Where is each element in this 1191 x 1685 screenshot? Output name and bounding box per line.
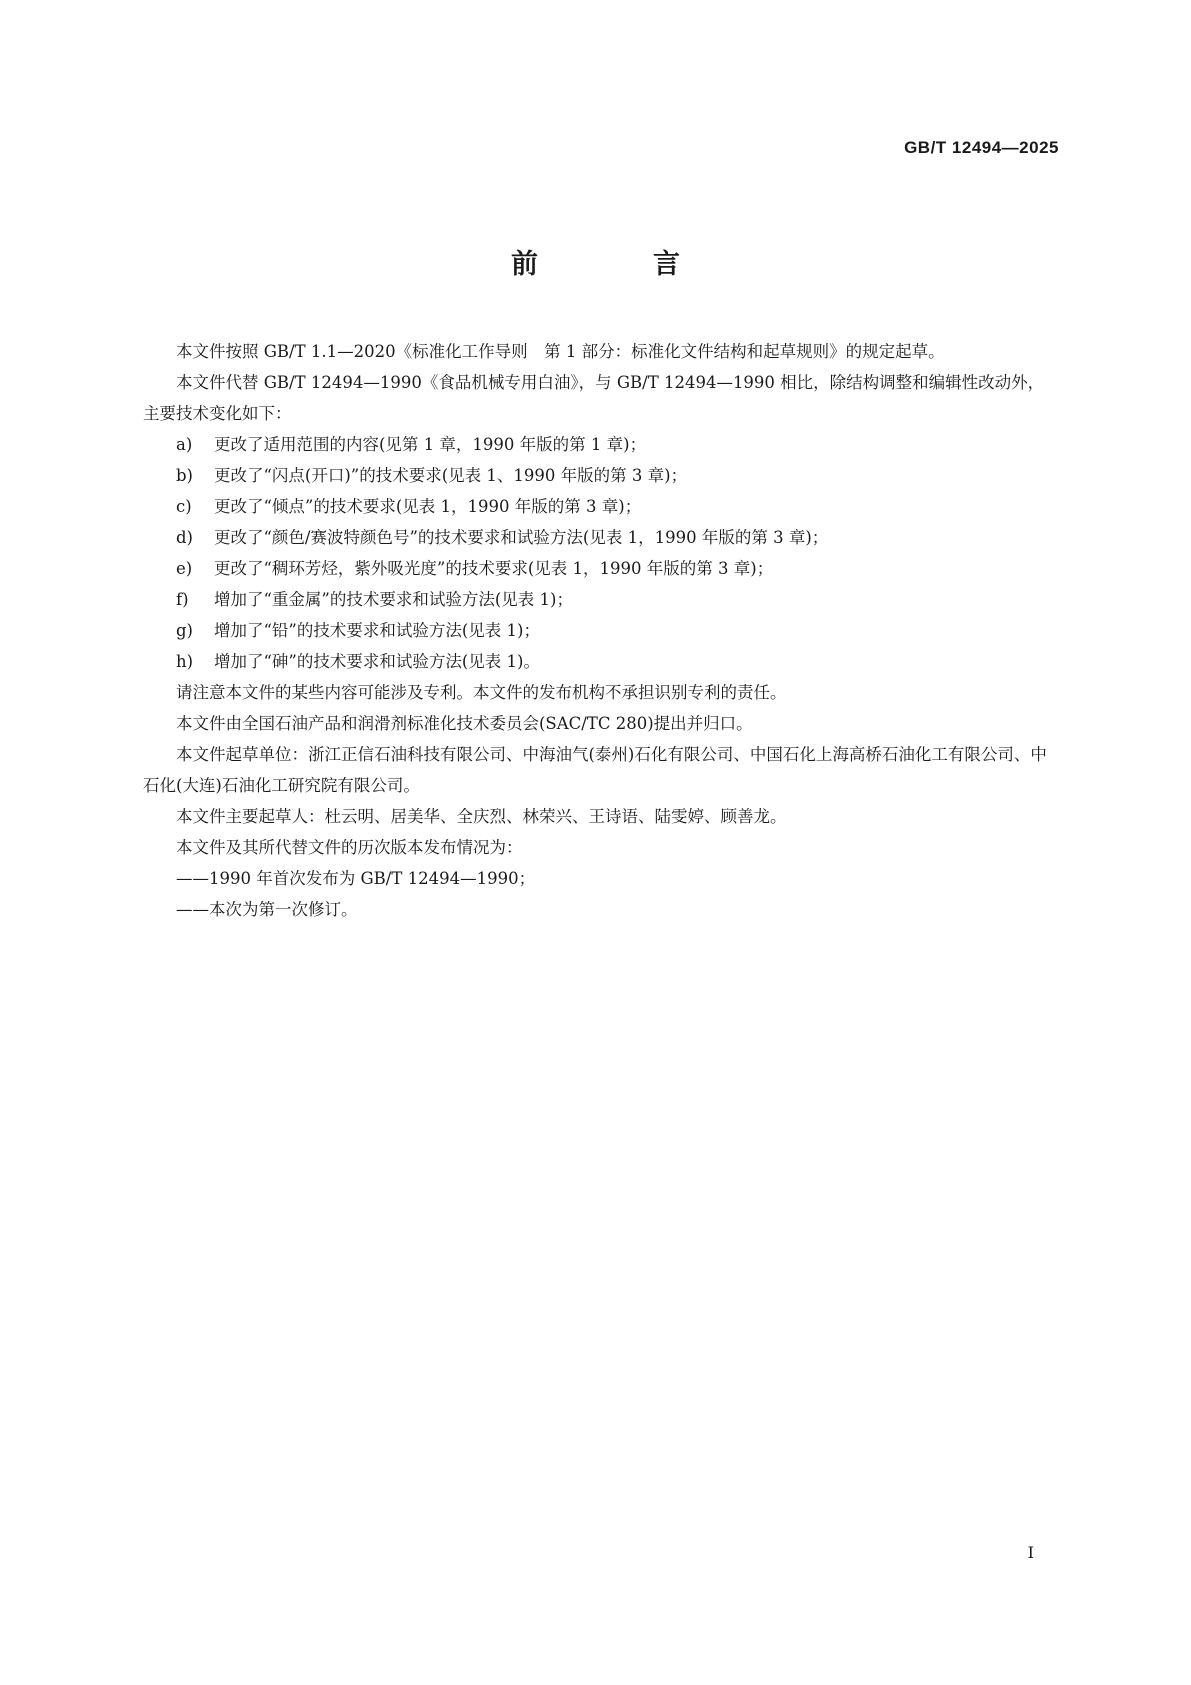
change-item <box>143 460 1059 491</box>
change-item <box>143 491 1059 522</box>
page-number: I <box>1027 1543 1034 1562</box>
change-item-text: 增加了“砷”的技术要求和试验方法(见表 1)。 <box>214 652 540 671</box>
change-item-marker: h) <box>176 652 194 671</box>
foreword-content <box>143 336 1059 925</box>
document-code: GB/T 12494—2025 <box>904 138 1059 157</box>
paragraph-replacement: 本文件代替 GB/T 12494—1990《食品机械专用白油》，与 GB/T 12494—1990 相比，除结构调整和编辑性改动外，主要技术变化如下： <box>143 373 1045 423</box>
paragraph-drafters: 本文件主要起草人：杜云明、居美华、全庆烈、林荣兴、王诗语、陆雯婷、顾善龙。 <box>176 807 787 826</box>
paragraph-history-intro: 本文件及其所代替文件的历次版本发布情况为： <box>176 838 523 857</box>
change-item-text: 增加了“重金属”的技术要求和试验方法(见表 1)； <box>214 590 573 609</box>
change-item-text: 增加了“铅”的技术要求和试验方法(见表 1)； <box>214 621 540 640</box>
change-item-marker: a) <box>176 435 193 454</box>
paragraph-proposer: 本文件由全国石油产品和润滑剂标准化技术委员会(SAC/TC 280)提出并归口。 <box>176 714 753 733</box>
change-item-marker: c) <box>176 497 192 516</box>
change-item-text: 更改了“稠环芳烃，紫外吸光度”的技术要求(见表 1，1990 年版的第 3 章)； <box>214 559 774 578</box>
change-item-marker: g) <box>176 621 193 640</box>
change-item-text: 更改了“颜色/赛波特颜色号”的技术要求和试验方法(见表 1，1990 年版的第 3 章)； <box>214 528 829 547</box>
change-item-text: 更改了适用范围的内容(见第 1 章，1990 年版的第 1 章)； <box>214 435 647 454</box>
change-item <box>143 522 1059 553</box>
change-item <box>143 553 1059 584</box>
change-item-marker: b) <box>176 466 193 485</box>
change-item <box>143 615 1059 646</box>
history-item: ——1990 年首次发布为 GB/T 12494—1990； <box>176 869 536 888</box>
history-item: ——本次为第一次修订。 <box>176 900 358 919</box>
paragraph-drafting-units: 本文件起草单位：浙江正信石油科技有限公司、中海油气(泰州)石化有限公司、中国石化上海高桥石油化工有限公司、中石化(大连)石油化工研究院有限公司。 <box>143 745 1047 795</box>
change-item-text: 更改了“倾点”的技术要求(见表 1，1990 年版的第 3 章)； <box>214 497 642 516</box>
change-item <box>143 646 1059 677</box>
change-item <box>143 429 1059 460</box>
paragraph-patent-notice: 请注意本文件的某些内容可能涉及专利。本文件的发布机构不承担识别专利的责任。 <box>176 683 787 702</box>
paragraph-drafting-rule: 本文件按照 GB/T 1.1—2020《标准化工作导则 第 1 部分：标准化文件结构和起草规则》的规定起草。 <box>176 342 945 361</box>
page-title: 前 言 <box>511 249 724 280</box>
change-item <box>143 584 1059 615</box>
change-item-marker: d) <box>176 528 193 547</box>
change-item-marker: e) <box>176 559 193 578</box>
change-item-text: 更改了“闪点(开口)”的技术要求(见表 1、1990 年版的第 3 章)； <box>214 466 688 485</box>
change-item-marker: f) <box>176 590 189 609</box>
